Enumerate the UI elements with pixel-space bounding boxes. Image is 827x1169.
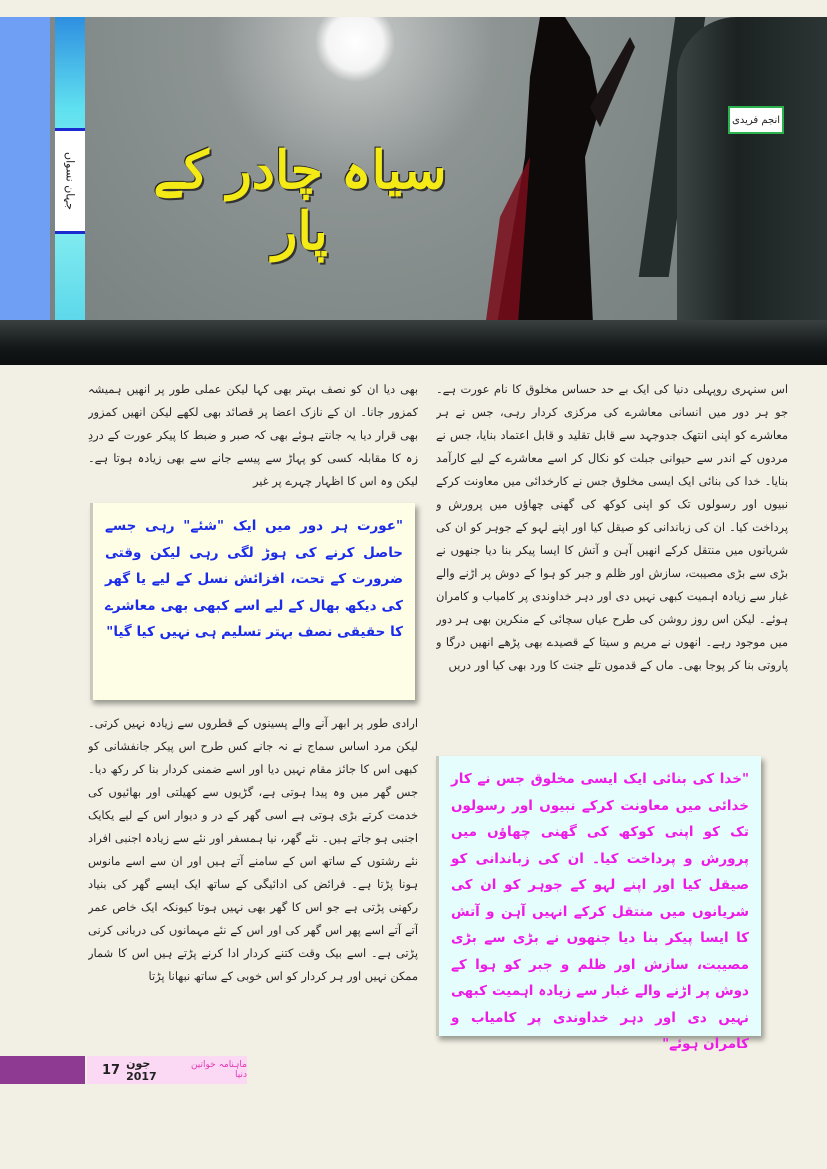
tree-trunk [677,17,827,365]
veiled-woman-figure [470,17,640,365]
right-column-text: اس سنہری روپہلی دنیا کی ایک بے حد حساس مخلوق کا نام عورت ہے۔ جو ہر دور میں انسانی معاشرے کی مرکزی کردار رہی، جس نے ہر معاشرے کو اپنی انتھک جدوجہد سے قابل تقلید و قابل اعتماد بنایا، جس نے مردوں کے اندر سے حیوانی جبلت کو نکال کر اسے معاشرے کے لیے کارآمد بنایا۔ خدا کی بنائی ایک ایسی مخلوق جس نے کارخدائی میں معاونت کرکے نبیوں اور رسولوں تک کو اپنی کوکھ کی گھنی چھاؤں میں پرورش و پرداخت کیا۔ ان کی زباندانی کو صیقل کیا اور اپنے لہو کے جوہر کو ان کی شریانوں میں منتقل کرکے انھیں آہن و آتش کا ایسا پیکر بنا دیا جنھوں نے بڑی سے بڑی مصیبت، سازش اور ظلم و جبر کو ہوا کے دوش پر اڑنے والے غبار سے زیادہ اہمیت کبھی نہیں دی اور دہر خداوندی پر کامیاب و کامران ہوئے۔ لیکن اس روز روشن کی طرح عیاں سچائی کے منکرین بھی ہر دور میں موجود رہے۔ انھوں نے مریم و سیتا کے قصیدے بھی پڑھے انھیں درگا و پاروتی بنا کر پوجا بھی۔ ماں کے قدموں تلے جنت کا ورد بھی کیا اور دریں [436,382,788,672]
pull-quote-pink [436,756,761,1052]
issue-date: جون 2017 [126,1057,157,1083]
section-tab [55,128,85,234]
left-column-top-text: بھی دیا ان کو نصف بہتر بھی کہا لیکن عملی طور پر انھیں ہمیشہ کمزور جانا۔ ان کے نازک اعضا پر قصائد بھی لکھے لیکن انھیں کمزور بھی قرار دیا یہ جانتے ہوئے بھی کہ صبر و ضبط کا پیکر عورت کے دردِ زہ کا مقابلہ کسی کو پہاڑ سے پیسے جانے سے بھی زیادہ ہوتا ہے۔ لیکن وہ اس کا اظہار چہرے پر غیر [88,382,418,488]
author-badge: انجم فریدی [728,106,784,134]
side-color-strip [0,17,50,320]
left-column-bottom-text: ارادی طور پر ابھر آنے والے پسینوں کے قطروں سے زیادہ نہیں کرتی۔ لیکن مرد اساس سماج نے نہ جانے کس طرح اس پیکر جانفشانی کو کبھی اس کا جائز مقام نہیں دیا اور اسے ضمنی کردار بنا کر رکھ دیا۔ جس گھر میں وہ پیدا ہوتی ہے، گڑیوں سے کھیلتی اور بھائیوں کی خدمت کرتے بڑی ہوتی ہے اسی گھر کے در و دیوار اس کے لیے یکایک اجنبی ہو جاتے ہیں۔ نئے گھر، نیا ہمسفر اور نئے سے زیادہ اجنبی افراد نئے رشتوں کے ساتھ اس کے سامنے آتے ہیں اور ان سے اسے مانوس ہونا پڑتا ہے۔ فرائض کی ادائیگی کے ساتھ ایک ایسے گھر کی بنیاد رکھنی پڑتی ہے جو اس کا گھر بھی نہیں ہوتا کیونکہ ایک خاص عمر آتے آتے اسے پھر اس گھر کی اور اس کے نئے مہمانوں کی دربانی کرنی پڑتی ہے۔ اسے بیک وقت کتنے کردار ادا کرنے پڑتے ہیں اس کا شمار ممکن نہیں اور ہر کردار کو اس خوبی کے ساتھ نبھانا پڑتا [88,716,418,983]
pull-quote-pink-text: "خدا کی بنائی ایک ایسی مخلوق جس نے کار خدائی میں معاونت کرکے نبیوں اور رسولوں تک کو اپنی کوکھ کی گھنی چھاؤں میں پرورش و پرداخت کیا۔ ان کی زباندانی کو صیقل کیا اور اپنے لہو کے جوہر کو ان کی شریانوں میں منتقل کرکے انہیں آہن و آتش کا ایسا پیکر بنا دیا جنھوں نے بڑی سے بڑی مصیبت، سازش اور ظلم و جبر کو ہوا کے دوش پر اڑنے والے غبار سے زیادہ اہمیت کبھی نہیں دی اور دہر خداوندی پر کامیاب و کامران ہوئے" [451,771,749,1052]
dark-ground-band [0,320,827,365]
pull-quote-blue [90,503,415,700]
page-number: 17 [102,1062,121,1078]
footer-color-block [0,1056,85,1084]
pull-quote-blue-text: "عورت ہر دور میں ایک "شئے" رہی جسے حاصل کرنے کی ہوڑ لگی رہی لیکن وقتی ضرورت کے تحت، افزائش نسل کے لیے یا گھر کی دیکھ بھال کے لیے اسے کبھی بھی معاشرے کا حقیقی نصف بہتر تسلیم ہی نہیں کیا گیا" [105,518,403,640]
magazine-name: ماہنامہ خواتین دنیا [190,1060,247,1080]
page-footer [87,1056,247,1084]
article-title: سیاہ چادر کے پار [153,140,447,262]
section-label: جہان نسواں [63,152,77,210]
